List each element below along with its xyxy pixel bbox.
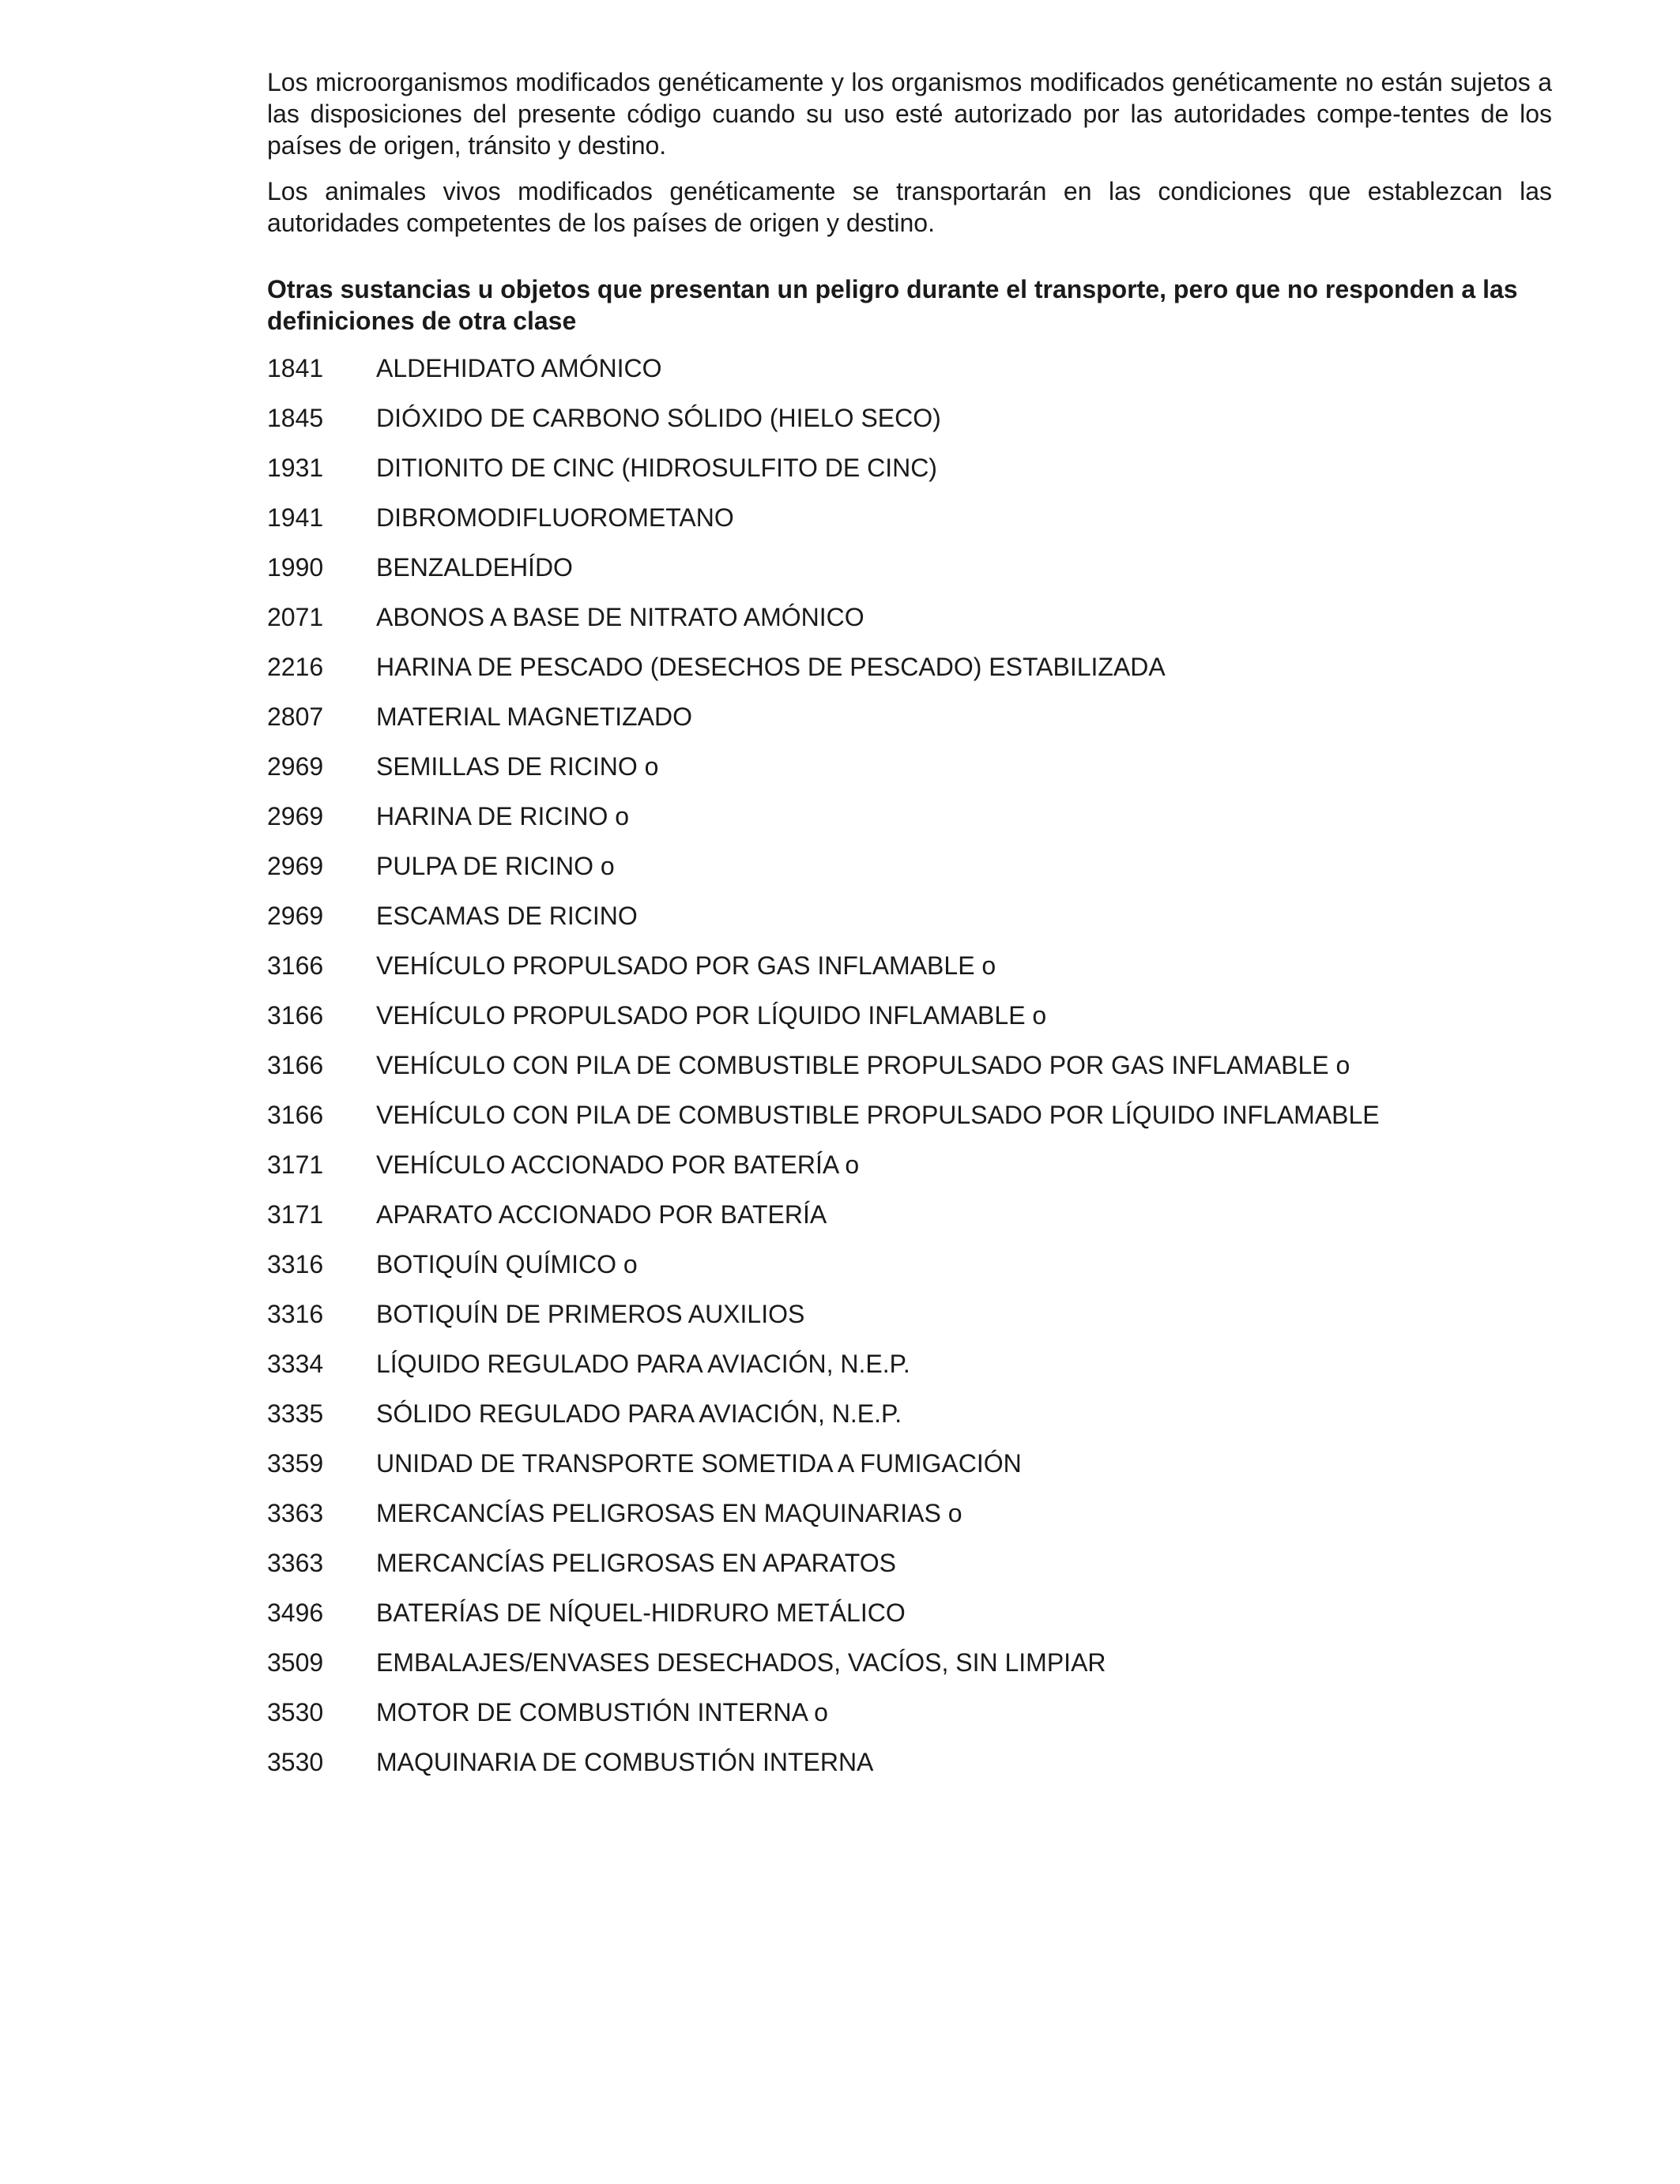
un-number: 1990 — [267, 553, 324, 582]
un-number: 3166 — [267, 1101, 324, 1129]
list-item — [267, 1199, 1552, 1248]
list-item — [267, 751, 1552, 800]
un-number: 3335 — [267, 1399, 324, 1428]
un-number: 1941 — [267, 503, 324, 532]
list-item — [267, 1049, 1552, 1099]
list-item — [267, 352, 1552, 402]
substance-name: VEHÍCULO ACCIONADO POR BATERÍA o — [376, 1150, 860, 1179]
substance-name: BENZALDEHÍDO — [376, 553, 573, 582]
list-item — [267, 1647, 1552, 1696]
substance-name: UNIDAD DE TRANSPORTE SOMETIDA A FUMIGACIÓN — [376, 1449, 1022, 1478]
un-number: 3363 — [267, 1549, 324, 1577]
un-number: 3530 — [267, 1748, 324, 1776]
list-item — [267, 850, 1552, 900]
list-item — [267, 1348, 1552, 1398]
list-item — [267, 1597, 1552, 1647]
document-page — [267, 66, 1552, 1796]
substance-name: PULPA DE RICINO o — [376, 852, 615, 880]
substance-name: VEHÍCULO PROPULSADO POR GAS INFLAMABLE o — [376, 951, 996, 980]
substance-name: DITIONITO DE CINC (HIDROSULFITO DE CINC) — [376, 454, 937, 482]
list-item — [267, 1149, 1552, 1199]
substance-name: MERCANCÍAS PELIGROSAS EN MAQUINARIAS o — [376, 1499, 962, 1527]
substance-name: BOTIQUÍN QUÍMICO o — [376, 1250, 638, 1278]
intro-paragraph-animals: Los animales vivos modificados genéticamente se transportarán en las condiciones que establezcan las autoridades competentes de los países de origen y destino. — [267, 177, 1552, 237]
substance-name: DIBROMODIFLUOROMETANO — [376, 503, 734, 532]
substance-name: BOTIQUÍN DE PRIMEROS AUXILIOS — [376, 1300, 805, 1328]
list-item — [267, 601, 1552, 651]
list-item — [267, 552, 1552, 601]
list-item — [267, 950, 1552, 1000]
substance-name: DIÓXIDO DE CARBONO SÓLIDO (HIELO SECO) — [376, 404, 941, 432]
un-number: 2807 — [267, 702, 324, 731]
list-item — [267, 1298, 1552, 1348]
un-number: 3316 — [267, 1300, 324, 1328]
un-number: 2969 — [267, 752, 324, 781]
un-number: 3166 — [267, 1051, 324, 1079]
substance-name: MAQUINARIA DE COMBUSTIÓN INTERNA — [376, 1748, 874, 1776]
un-number: 2969 — [267, 802, 324, 830]
substance-name: VEHÍCULO CON PILA DE COMBUSTIBLE PROPULSADO POR LÍQUIDO INFLAMABLE — [376, 1101, 1380, 1129]
substance-name: ESCAMAS DE RICINO — [376, 902, 638, 930]
un-number: 2071 — [267, 603, 324, 631]
list-item — [267, 1547, 1552, 1597]
list-item — [267, 1398, 1552, 1448]
un-number: 3334 — [267, 1350, 324, 1378]
un-number: 1841 — [267, 354, 324, 382]
list-item — [267, 1448, 1552, 1497]
list-item — [267, 1497, 1552, 1547]
list-item — [267, 1099, 1552, 1149]
substance-name: BATERÍAS DE NÍQUEL-HIDRURO METÁLICO — [376, 1598, 906, 1627]
un-number: 3509 — [267, 1648, 324, 1677]
substance-name: VEHÍCULO CON PILA DE COMBUSTIBLE PROPULSADO POR GAS INFLAMABLE o — [376, 1051, 1350, 1079]
un-number: 3316 — [267, 1250, 324, 1278]
list-item — [267, 1000, 1552, 1049]
list-item — [267, 651, 1552, 701]
un-number: 3171 — [267, 1200, 324, 1229]
un-number: 3359 — [267, 1449, 324, 1478]
list-item — [267, 701, 1552, 751]
substance-name: SÓLIDO REGULADO PARA AVIACIÓN, N.E.P. — [376, 1399, 902, 1428]
un-number-list — [267, 352, 1552, 1796]
intro-paragraph-gmo: Los microorganismos modificados genéticamente y los organismos modificados genéticamente no están sujetos a las disposiciones del presente código cuando su uso esté autorizado por las autoridades compe-tentes de los países de origen, tránsito y destino. — [267, 68, 1552, 160]
section-heading: Otras sustancias u objetos que presentan un peligro durante el transporte, pero que no responden a las definiciones de otra clase — [267, 275, 1518, 335]
list-item — [267, 452, 1552, 502]
un-number: 1845 — [267, 404, 324, 432]
substance-name: MOTOR DE COMBUSTIÓN INTERNA o — [376, 1698, 828, 1726]
substance-name: EMBALAJES/ENVASES DESECHADOS, VACÍOS, SIN LIMPIAR — [376, 1648, 1106, 1677]
substance-name: SEMILLAS DE RICINO o — [376, 752, 659, 781]
un-number: 2969 — [267, 902, 324, 930]
un-number: 3171 — [267, 1150, 324, 1179]
un-number: 2969 — [267, 852, 324, 880]
substance-name: HARINA DE PESCADO (DESECHOS DE PESCADO) ESTABILIZADA — [376, 653, 1166, 681]
substance-name: LÍQUIDO REGULADO PARA AVIACIÓN, N.E.P. — [376, 1350, 910, 1378]
un-number: 3166 — [267, 951, 324, 980]
un-number: 3363 — [267, 1499, 324, 1527]
list-item — [267, 1746, 1552, 1796]
substance-name: MERCANCÍAS PELIGROSAS EN APARATOS — [376, 1549, 896, 1577]
substance-name: APARATO ACCIONADO POR BATERÍA — [376, 1200, 827, 1229]
substance-name: HARINA DE RICINO o — [376, 802, 630, 830]
un-number: 3530 — [267, 1698, 324, 1726]
substance-name: VEHÍCULO PROPULSADO POR LÍQUIDO INFLAMABLE o — [376, 1001, 1047, 1030]
list-item — [267, 1248, 1552, 1298]
un-number: 3496 — [267, 1598, 324, 1627]
substance-name: ALDEHIDATO AMÓNICO — [376, 354, 662, 382]
list-item — [267, 1696, 1552, 1746]
list-item — [267, 502, 1552, 552]
un-number: 3166 — [267, 1001, 324, 1030]
list-item — [267, 402, 1552, 452]
un-number: 2216 — [267, 653, 324, 681]
list-item — [267, 800, 1552, 850]
list-item — [267, 900, 1552, 950]
substance-name: ABONOS A BASE DE NITRATO AMÓNICO — [376, 603, 864, 631]
substance-name: MATERIAL MAGNETIZADO — [376, 702, 693, 731]
un-number: 1931 — [267, 454, 324, 482]
